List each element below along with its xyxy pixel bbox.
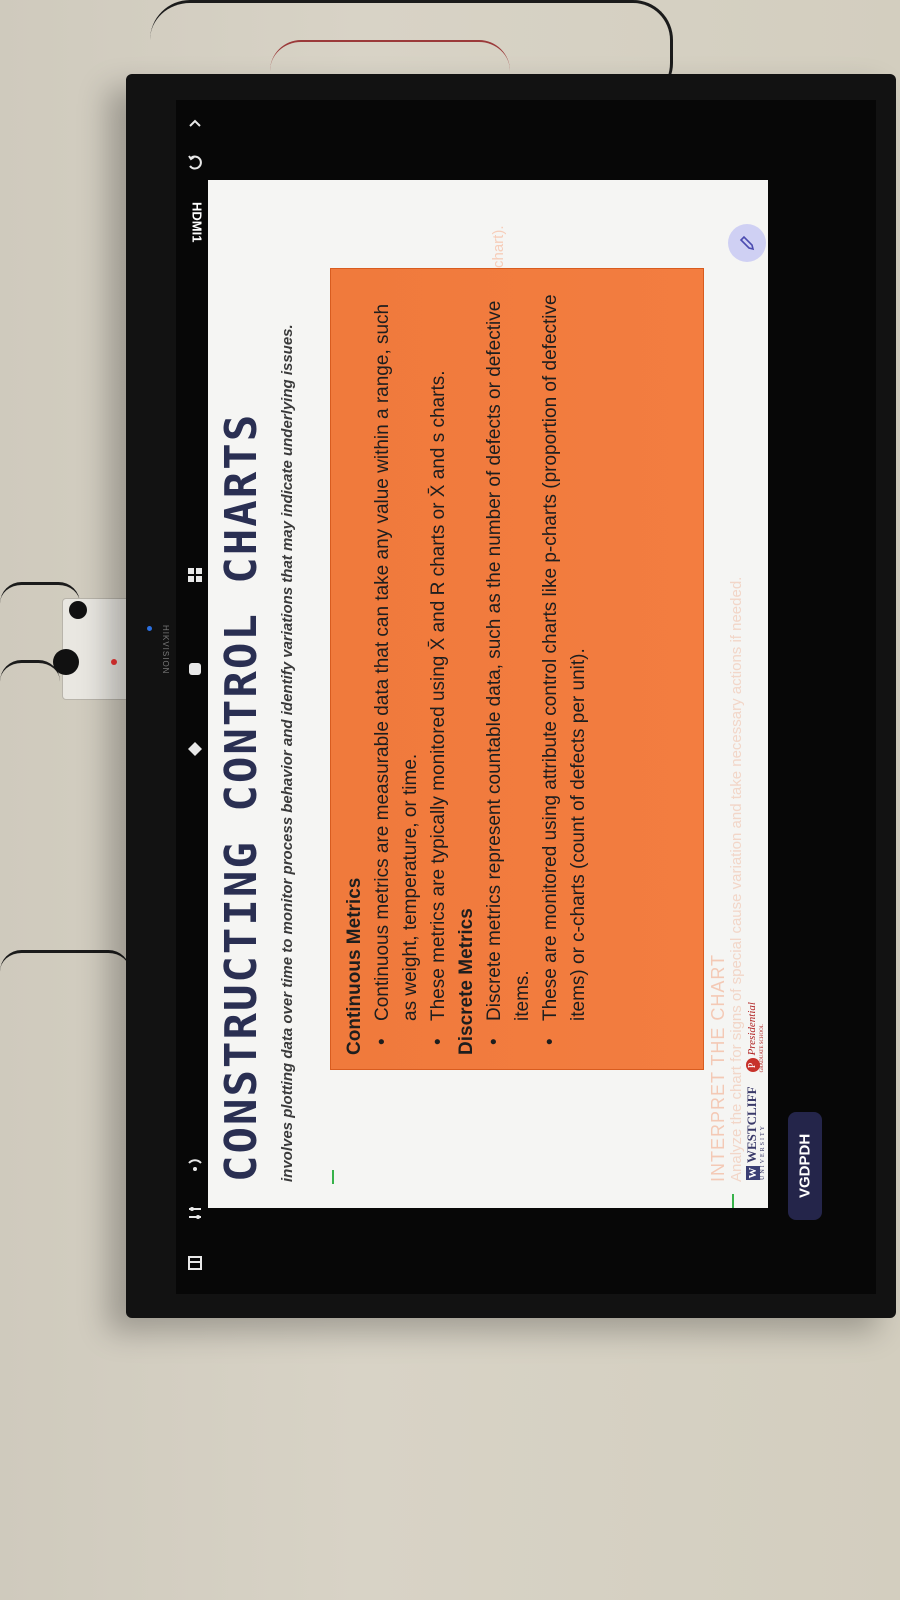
westcliff-logo: WWESTCLIFF UNIVERSITY [744,1086,766,1180]
share-icon[interactable] [182,736,208,762]
plug-lower [53,649,79,675]
interpret-text: Analyze the chart for signs of special cause variation and take necessary actions if needed. [728,576,745,1182]
green-mark-top [332,1170,334,1184]
discrete-heading: Discrete Metrics [456,908,477,1055]
cable-left-3 [0,950,130,993]
continuous-bullet-2: • These metrics are typically monitored using X̄ and R charts or X̄ and s charts. [425,285,453,1055]
whiteboard-icon[interactable] [182,656,208,682]
continuous-heading: Continuous Metrics [344,877,365,1055]
chevron-left-icon[interactable] [182,112,208,138]
discrete-bullet-2: • These are monitored using attribute control charts like p-charts (proportion of defective items) or c-charts (count of defects per unit). [537,285,593,1055]
wifi-icon[interactable] [182,1152,208,1178]
faded-chart-text: chart). [490,225,507,268]
window-icon[interactable] [182,1250,208,1276]
slide-subtitle: involves plotting data over time to monitor process behavior and identify variations that may indicate underlying issues. [279,324,296,1182]
interpret-heading: INTERPRET THE CHART [708,953,728,1182]
green-mark-left [732,1194,734,1208]
plug-upper [69,601,87,619]
undo-icon[interactable] [182,150,208,176]
sliders-icon[interactable] [182,1200,208,1226]
apps-icon[interactable] [182,562,208,588]
slide-viewport [208,180,768,1208]
metrics-text [341,285,593,1055]
presidential-logo: PPresidential GRADUATE SCHOOL [745,1002,765,1073]
room-badge: VGDPDH [788,1112,822,1220]
presidential-mark-icon: P [746,1058,760,1072]
metrics-callout [330,268,704,1070]
outlet-led [111,659,117,665]
input-source-label[interactable]: HDMI1 [189,202,205,243]
power-indicator [147,626,152,631]
discrete-bullet-1: • Discrete metrics represent countable data, such as the number of defects or defective items. [481,285,537,1055]
slide-logos [744,1002,766,1180]
westcliff-mark-icon: W [747,1167,759,1179]
wall-outlet [62,598,130,700]
pen-icon[interactable] [728,224,766,262]
monitor-brand: HIKVISION [161,625,170,675]
slide-title: CONSTRUCTING CONTROL CHARTS [216,412,267,1182]
continuous-bullet-1: • Continuous metrics are measurable data that can take any value within a range, such as weight, temperature, or time. [369,285,425,1055]
cable-left-2 [0,660,60,703]
presentation-slide [208,180,768,1208]
